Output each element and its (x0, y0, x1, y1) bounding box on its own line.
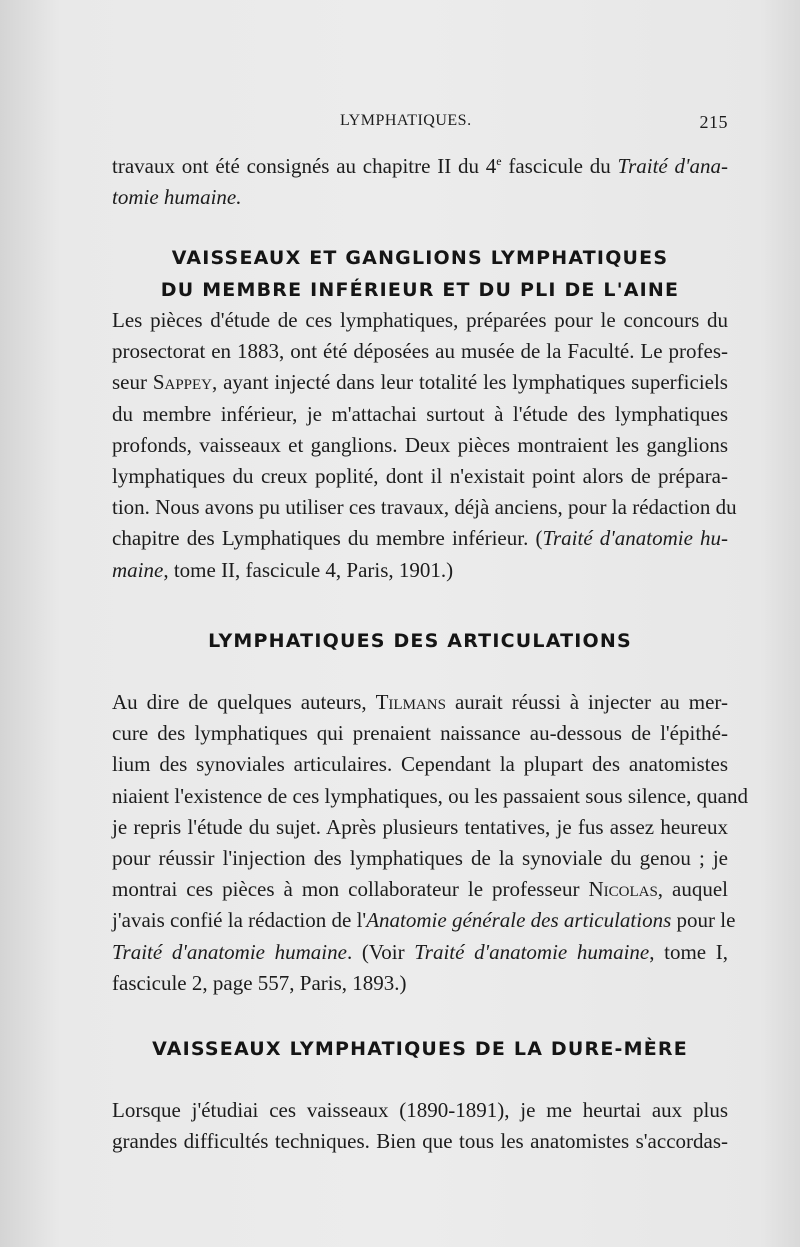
text-line: j'avais confié la rédaction de l'Anatomie générale des articulations pour le (112, 908, 736, 933)
text-line: seur Sappey, ayant injecté dans leur totalité les lymphatiques superficiels (112, 370, 728, 395)
text-line: travaux ont été consignés au chapitre II du 4e fascicule du Traité d'ana- (112, 154, 728, 178)
text-line: pour réussir l'injection des lymphatiques de la synoviale du genou ; je (112, 845, 728, 870)
text-line: tomie humaine. (112, 185, 242, 210)
text-line: lium des synoviales articulaires. Cependant la plupart des anatomistes (112, 752, 728, 777)
running-head-title: LYMPHATIQUES. (340, 112, 472, 129)
paragraph-dure-mere (112, 1095, 728, 1157)
text-line: Au dire de quelques auteurs, Tilmans aurait réussi à injecter au mer- (112, 690, 728, 714)
text-line: montrai ces pièces à mon collaborateur le professeur Nicolas, auquel (112, 877, 728, 902)
paragraph-membre-inferieur (112, 305, 737, 586)
heading-line: VAISSEAUX ET GANGLIONS LYMPHATIQUES (171, 247, 669, 269)
text-line: je repris l'étude du sujet. Après plusieurs tentatives, je fus assez heureux (112, 814, 728, 839)
text-line: prosectorat en 1883, ont été déposées au musée de la Faculté. Le profes- (112, 339, 728, 364)
text-line: du membre inférieur, je m'attachai surtout à l'étude des lymphatiques (112, 401, 728, 426)
text-line: profonds, vaisseaux et ganglions. Deux pièces montraient les ganglions (112, 432, 728, 457)
paragraph-intro (112, 151, 728, 213)
section-heading-dure-mere (112, 1033, 728, 1065)
text-line: tion. Nous avons pu utiliser ces travaux, déjà anciens, pour la rédaction du (112, 495, 737, 520)
paragraph-articulations (112, 687, 748, 999)
heading-line: DU MEMBRE INFÉRIEUR ET DU PLI DE L'AINE (160, 279, 680, 301)
text-line: fascicule 2, page 557, Paris, 1893.) (112, 970, 407, 995)
section-heading-articulations (112, 625, 728, 657)
running-head (112, 112, 728, 136)
text-line: Lorsque j'étudiai ces vaisseaux (1890-1891), je me heurtai aux plus (112, 1098, 728, 1122)
text-line: Traité d'anatomie humaine. (Voir Traité d'anatomie humaine, tome I, (112, 939, 729, 964)
text-line: chapitre des Lymphatiques du membre inférieur. (Traité d'anatomie hu- (112, 526, 728, 551)
text-line: niaient l'existence de ces lymphatiques, ou les passaient sous silence, quand (112, 783, 748, 808)
section-heading-membre-inferieur (112, 242, 728, 306)
text-line: grandes difficultés techniques. Bien que tous les anatomistes s'accordas- (112, 1129, 728, 1154)
text-line: Les pièces d'étude de ces lymphatiques, préparées pour le concours du (112, 308, 728, 332)
heading-line: VAISSEAUX LYMPHATIQUES DE LA DURE-MÈRE (152, 1038, 688, 1060)
text-line: maine, tome II, fascicule 4, Paris, 1901.) (112, 557, 454, 582)
heading-line: LYMPHATIQUES DES ARTICULATIONS (208, 630, 632, 652)
text-line: lymphatiques du creux poplité, dont il n'existait point alors de prépara- (112, 463, 728, 488)
text-line: cure des lymphatiques qui prenaient naissance au-dessous de l'épithé- (112, 721, 728, 746)
page-number: 215 (699, 112, 728, 132)
